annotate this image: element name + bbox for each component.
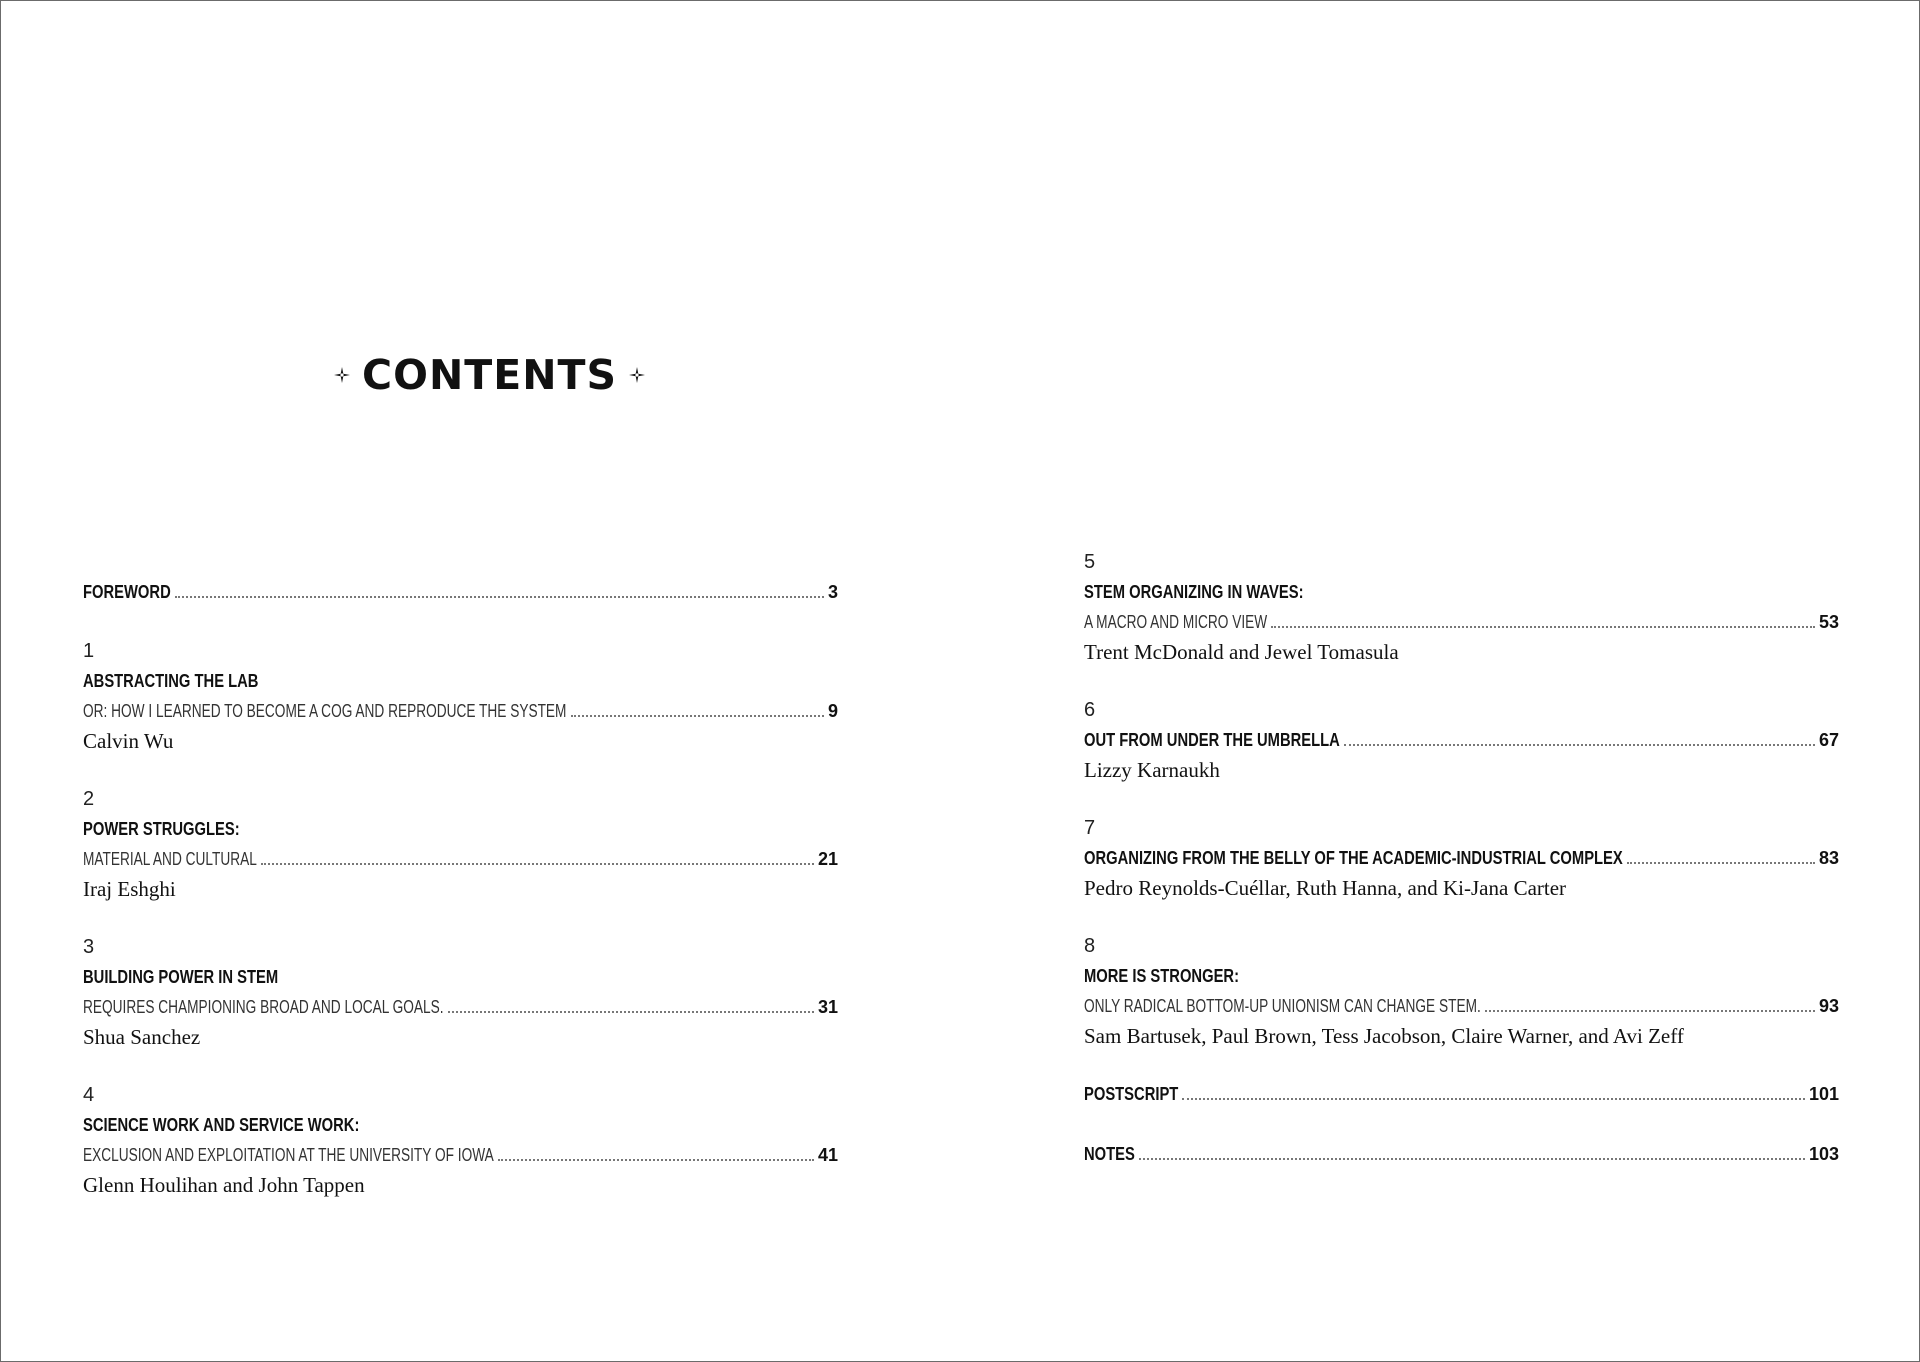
chapter-title: POWER STRUGGLES: xyxy=(83,819,240,839)
page-number: 31 xyxy=(817,997,838,1017)
chapter-subtitle: A MACRO AND MICRO VIEW xyxy=(1084,612,1268,632)
chapter-number: 3 xyxy=(83,936,95,958)
toc-entry-chapter-1[interactable] xyxy=(83,636,838,756)
toc-entry-chapter-3[interactable] xyxy=(83,932,838,1052)
entry-title: POSTSCRIPT xyxy=(1084,1084,1179,1104)
chapter-number: 5 xyxy=(1084,551,1096,573)
page-number: 93 xyxy=(1818,996,1839,1016)
ornament-left-icon xyxy=(334,367,350,383)
chapter-subtitle: REQUIRES CHAMPIONING BROAD AND LOCAL GOALS. xyxy=(83,997,444,1017)
chapter-number: 4 xyxy=(83,1084,95,1106)
entry-title: NOTES xyxy=(1084,1144,1135,1164)
chapter-number: 7 xyxy=(1084,817,1096,839)
chapter-title: OUT FROM UNDER THE UMBRELLA xyxy=(1084,730,1340,750)
dot-leader xyxy=(1344,744,1815,746)
toc-entry-postscript[interactable] xyxy=(1084,1079,1839,1109)
dot-leader xyxy=(498,1159,814,1161)
dot-leader xyxy=(1139,1158,1805,1160)
toc-entry-chapter-5[interactable] xyxy=(1084,547,1839,667)
page-number: 67 xyxy=(1818,730,1839,750)
chapter-authors: Iraj Eshghi xyxy=(83,877,176,901)
chapter-title: BUILDING POWER IN STEM xyxy=(83,967,279,987)
chapter-number: 8 xyxy=(1084,935,1096,957)
page-number: 9 xyxy=(827,701,838,721)
page-number: 83 xyxy=(1818,848,1839,868)
chapter-subtitle: MATERIAL AND CULTURAL xyxy=(83,849,257,869)
contents-heading xyxy=(334,351,645,399)
chapter-number: 6 xyxy=(1084,699,1096,721)
page-number: 53 xyxy=(1818,612,1839,632)
toc-entry-foreword[interactable] xyxy=(83,577,838,607)
dot-leader xyxy=(175,596,824,598)
chapter-authors: Shua Sanchez xyxy=(83,1025,201,1049)
toc-entry-chapter-2[interactable] xyxy=(83,784,838,904)
ornament-right-icon xyxy=(629,367,645,383)
chapter-title: ORGANIZING FROM THE BELLY OF THE ACADEMIC-INDUSTRIAL COMPLEX xyxy=(1084,848,1623,868)
chapter-subtitle: EXCLUSION AND EXPLOITATION AT THE UNIVERSITY OF IOWA xyxy=(83,1145,494,1165)
chapter-number: 1 xyxy=(83,640,95,662)
page-number: 101 xyxy=(1808,1084,1839,1104)
chapter-authors: Glenn Houlihan and John Tappen xyxy=(83,1173,365,1197)
chapter-authors: Trent McDonald and Jewel Tomasula xyxy=(1084,640,1399,664)
entry-title: FOREWORD xyxy=(83,582,171,602)
chapter-title: ABSTRACTING THE LAB xyxy=(83,671,259,691)
chapter-number: 2 xyxy=(83,788,95,810)
toc-entry-chapter-7[interactable] xyxy=(1084,813,1839,903)
chapter-subtitle: ONLY RADICAL BOTTOM-UP UNIONISM CAN CHANGE STEM. xyxy=(1084,996,1481,1016)
dot-leader xyxy=(1271,626,1815,628)
toc-entry-chapter-8[interactable] xyxy=(1084,931,1839,1051)
page-number: 103 xyxy=(1808,1144,1839,1164)
dot-leader xyxy=(448,1011,814,1013)
dot-leader xyxy=(571,715,824,717)
toc-entry-chapter-6[interactable] xyxy=(1084,695,1839,785)
page-number: 41 xyxy=(817,1145,838,1165)
toc-left-column xyxy=(83,577,838,1200)
dot-leader xyxy=(1627,862,1815,864)
page-number: 21 xyxy=(817,849,838,869)
chapter-title: SCIENCE WORK AND SERVICE WORK: xyxy=(83,1115,360,1135)
dot-leader xyxy=(261,863,814,865)
chapter-authors: Lizzy Karnaukh xyxy=(1084,758,1220,782)
page-title: CONTENTS xyxy=(362,351,618,399)
chapter-authors: Sam Bartusek, Paul Brown, Tess Jacobson, Claire Warner, and Avi Zeff xyxy=(1084,1024,1684,1048)
chapter-subtitle: OR: HOW I LEARNED TO BECOME A COG AND REPRODUCE THE SYSTEM xyxy=(83,701,567,721)
toc-entry-notes[interactable] xyxy=(1084,1139,1839,1169)
toc-right-column xyxy=(1084,547,1839,1169)
dot-leader xyxy=(1485,1010,1815,1012)
chapter-title: STEM ORGANIZING IN WAVES: xyxy=(1084,582,1304,602)
chapter-authors: Pedro Reynolds-Cuéllar, Ruth Hanna, and Ki-Jana Carter xyxy=(1084,876,1567,900)
page-number: 3 xyxy=(827,582,838,602)
dot-leader xyxy=(1182,1098,1805,1100)
chapter-title: MORE IS STRONGER: xyxy=(1084,966,1239,986)
toc-entry-chapter-4[interactable] xyxy=(83,1080,838,1200)
chapter-authors: Calvin Wu xyxy=(83,729,174,753)
